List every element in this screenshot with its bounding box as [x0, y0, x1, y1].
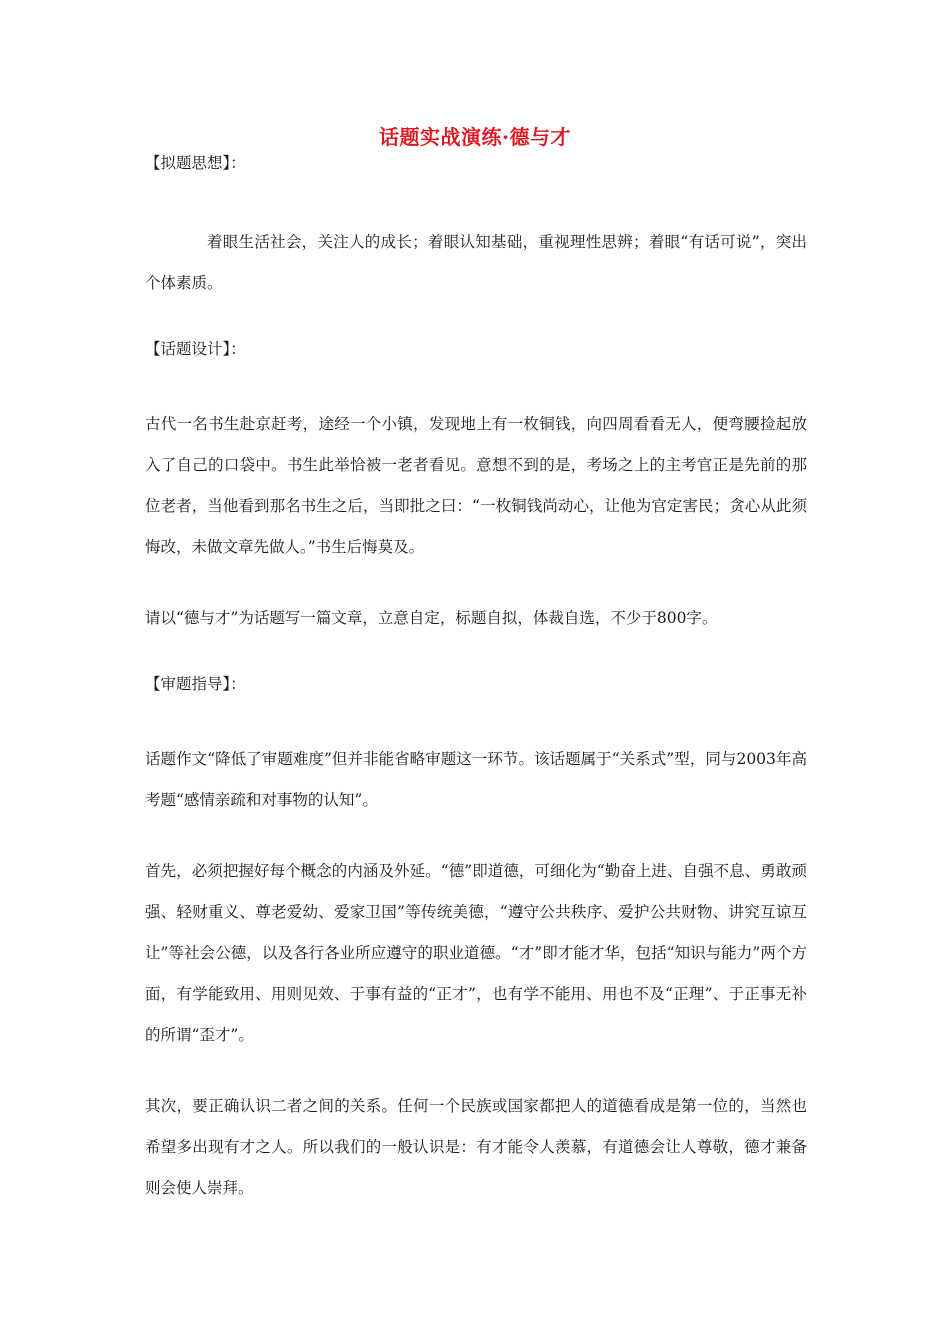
spacer [145, 821, 807, 851]
spacer [145, 362, 807, 404]
section-heading-guide: 【审题指导】： [145, 675, 246, 693]
spacer [145, 304, 807, 336]
spacer [145, 697, 807, 739]
document-body [145, 150, 807, 1209]
spacer [145, 176, 807, 222]
guide-paragraph-2: 首先，必须把握好每个概念的内涵及外延。“德”即道德，可细化为“勤奋上进、自强不息、勇敢顽强、轻财重义、尊老爱幼、爱家卫国”等传统美德，“遵守公共秩序、爱护公共财物、讲究互谅互让”等社会公德，以及各行各业所应遵守的职业道德。“才”即才能才华，包括“知识与能力”两个方面，有学能致用、用则见效、于事有益的“正才”，也有学不能用、用也不及“正理”、于正事无补的所谓“歪才”。 [145, 862, 807, 1044]
section-heading-intent: 【拟题思想】： [145, 154, 246, 172]
section-heading-design: 【话题设计】： [145, 340, 246, 358]
spacer [145, 639, 807, 671]
page-title: 话题实战演练·德与才 [379, 125, 571, 149]
intent-paragraph: 着眼生活社会，关注人的成长；着眼认知基础，重视理性思辨；着眼“有话可说”，突出个体素质。 [145, 233, 807, 292]
design-story-paragraph: 古代一名书生赴京赶考，途经一个小镇，发现地上有一枚铜钱，向四周看看无人，便弯腰捡起放入了自己的口袋中。书生此举恰被一老者看见。意想不到的是，考场之上的主考官正是先前的那位老者，当他看到那名书生之后，当即批之曰：“一枚铜钱尚动心，让他为官定害民；贪心从此须悔改，未做文章先做人。”书生后悔莫及。 [145, 415, 807, 556]
design-task-paragraph: 请以“德与才”为话题写一篇文章，立意自定，标题自拟，体裁自选，不少于800字。 [145, 609, 718, 627]
spacer [145, 568, 807, 598]
guide-paragraph-3: 其次，要正确认识二者之间的关系。任何一个民族或国家都把人的道德看成是第一位的，当然也希望多出现有才之人。所以我们的一般认识是：有才能令人羡慕，有道德会让人尊敬，德才兼备则会使人崇拜。 [145, 1097, 807, 1197]
spacer [145, 1056, 807, 1086]
guide-paragraph-1: 话题作文“降低了审题难度”但并非能省略审题这一环节。该话题属于“关系式”型，同与2003年高考题“感情亲疏和对事物的认知”。 [145, 750, 807, 809]
